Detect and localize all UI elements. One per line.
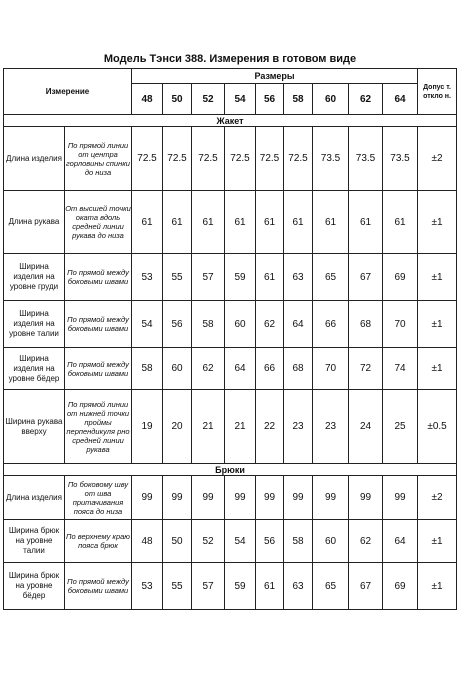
size-value: 61 [256,563,284,610]
tolerance-value: ±1 [418,520,457,563]
measurement-name: Длина изделия [4,476,65,520]
size-header: 62 [349,84,383,115]
size-value: 20 [163,390,192,464]
size-value: 69 [383,254,418,301]
size-value: 66 [256,348,284,390]
size-value: 23 [284,390,313,464]
size-value: 52 [192,520,225,563]
size-value: 65 [313,563,349,610]
tolerance-value: ±1 [418,563,457,610]
size-value: 22 [256,390,284,464]
table-row [4,520,457,563]
size-value: 25 [383,390,418,464]
size-value: 59 [225,254,256,301]
size-value: 62 [349,520,383,563]
size-value: 21 [192,390,225,464]
size-header: 64 [383,84,418,115]
size-value: 57 [192,563,225,610]
size-value: 99 [132,476,163,520]
table-row [4,476,457,520]
size-value: 72 [349,348,383,390]
size-value: 67 [349,563,383,610]
size-value: 60 [313,520,349,563]
size-value: 69 [383,563,418,610]
size-value: 23 [313,390,349,464]
section-title: Жакет [4,115,457,127]
size-value: 61 [383,191,418,254]
size-value: 61 [256,191,284,254]
table-row [4,348,457,390]
size-value: 99 [163,476,192,520]
table-row [4,390,457,464]
size-value: 65 [313,254,349,301]
size-value: 99 [225,476,256,520]
tolerance-value: ±1 [418,301,457,348]
size-value: 58 [132,348,163,390]
tolerance-value: ±2 [418,476,457,520]
size-header: 56 [256,84,284,115]
measurement-method: По прямой линии от нижней точки проймы перпендикуля рно средней линии рукава [65,390,132,464]
size-value: 66 [313,301,349,348]
table-row [4,191,457,254]
size-value: 62 [192,348,225,390]
size-value: 63 [284,563,313,610]
measurement-method: От высшей точки оката вдоль средней линии рукава до низа [65,191,132,254]
size-value: 61 [192,191,225,254]
size-value: 55 [163,563,192,610]
measurement-name: Ширина изделия на уровне талии [4,301,65,348]
size-value: 63 [284,254,313,301]
size-value: 72.5 [132,127,163,191]
size-header: 52 [192,84,225,115]
size-value: 61 [132,191,163,254]
size-value: 61 [284,191,313,254]
size-value: 60 [163,348,192,390]
size-value: 73.5 [383,127,418,191]
size-value: 58 [284,520,313,563]
header-measurement: Измерение [4,69,132,115]
table-body [4,115,457,610]
size-value: 59 [225,563,256,610]
size-value: 99 [349,476,383,520]
page-title: Модель Тэнси 388. Измерения в готовом виде [103,53,357,65]
size-value: 55 [163,254,192,301]
table-row [4,127,457,191]
size-value: 72.5 [225,127,256,191]
size-value: 64 [383,520,418,563]
size-value: 72.5 [284,127,313,191]
measurement-name: Длина изделия [4,127,65,191]
measurement-table [3,68,457,610]
measurement-name: Ширина брюк на уровне бёдер [4,563,65,610]
measurement-method: По прямой между боковыми швами [65,254,132,301]
size-value: 58 [192,301,225,348]
measurement-name: Ширина изделия на уровне бёдер [4,348,65,390]
section-header-row [4,464,457,476]
size-header: 58 [284,84,313,115]
measurement-method: По прямой между боковыми швами [65,301,132,348]
tolerance-value: ±0.5 [418,390,457,464]
size-value: 99 [192,476,225,520]
size-value: 73.5 [349,127,383,191]
measurement-name: Длина рукава [4,191,65,254]
size-value: 64 [284,301,313,348]
section-title: Брюки [4,464,457,476]
size-value: 68 [349,301,383,348]
size-value: 72.5 [192,127,225,191]
size-value: 21 [225,390,256,464]
size-value: 57 [192,254,225,301]
size-header: 50 [163,84,192,115]
size-value: 50 [163,520,192,563]
size-value: 99 [256,476,284,520]
size-value: 61 [163,191,192,254]
size-value: 54 [225,520,256,563]
measurement-method: По прямой линии от центра горловины спинки до низа [65,127,132,191]
size-value: 70 [383,301,418,348]
size-value: 74 [383,348,418,390]
table-row [4,301,457,348]
size-value: 48 [132,520,163,563]
section-header-row [4,115,457,127]
size-value: 70 [313,348,349,390]
tolerance-value: ±2 [418,127,457,191]
size-value: 19 [132,390,163,464]
measurement-method: По прямой между боковыми швами [65,348,132,390]
table-row [4,563,457,610]
size-value: 53 [132,563,163,610]
size-header: 54 [225,84,256,115]
table-row [4,254,457,301]
measurement-name: Ширина брюк на уровне талии [4,520,65,563]
measurement-method: По боковому шву от шва притачивания пояса до низа [65,476,132,520]
size-value: 64 [225,348,256,390]
tolerance-value: ±1 [418,254,457,301]
size-value: 72.5 [163,127,192,191]
size-value: 99 [284,476,313,520]
size-value: 61 [256,254,284,301]
size-value: 68 [284,348,313,390]
size-header: 60 [313,84,349,115]
measurement-name: Ширина изделия на уровне груди [4,254,65,301]
tolerance-value: ±1 [418,191,457,254]
size-value: 53 [132,254,163,301]
size-value: 61 [313,191,349,254]
size-value: 56 [163,301,192,348]
measurement-method: По прямой между боковыми швами [65,563,132,610]
size-value: 60 [225,301,256,348]
size-value: 56 [256,520,284,563]
size-value: 73.5 [313,127,349,191]
size-value: 99 [313,476,349,520]
size-value: 72.5 [256,127,284,191]
size-value: 99 [383,476,418,520]
size-value: 62 [256,301,284,348]
size-value: 24 [349,390,383,464]
header-sizes: Размеры [132,69,418,84]
header-tolerance: Допус т. откло н. [418,69,457,115]
size-header: 48 [132,84,163,115]
measurement-method: По верхнему краю пояса брюк [65,520,132,563]
tolerance-value: ±1 [418,348,457,390]
size-value: 67 [349,254,383,301]
size-value: 54 [132,301,163,348]
measurement-name: Ширина рукава вверху [4,390,65,464]
size-value: 61 [349,191,383,254]
size-value: 61 [225,191,256,254]
